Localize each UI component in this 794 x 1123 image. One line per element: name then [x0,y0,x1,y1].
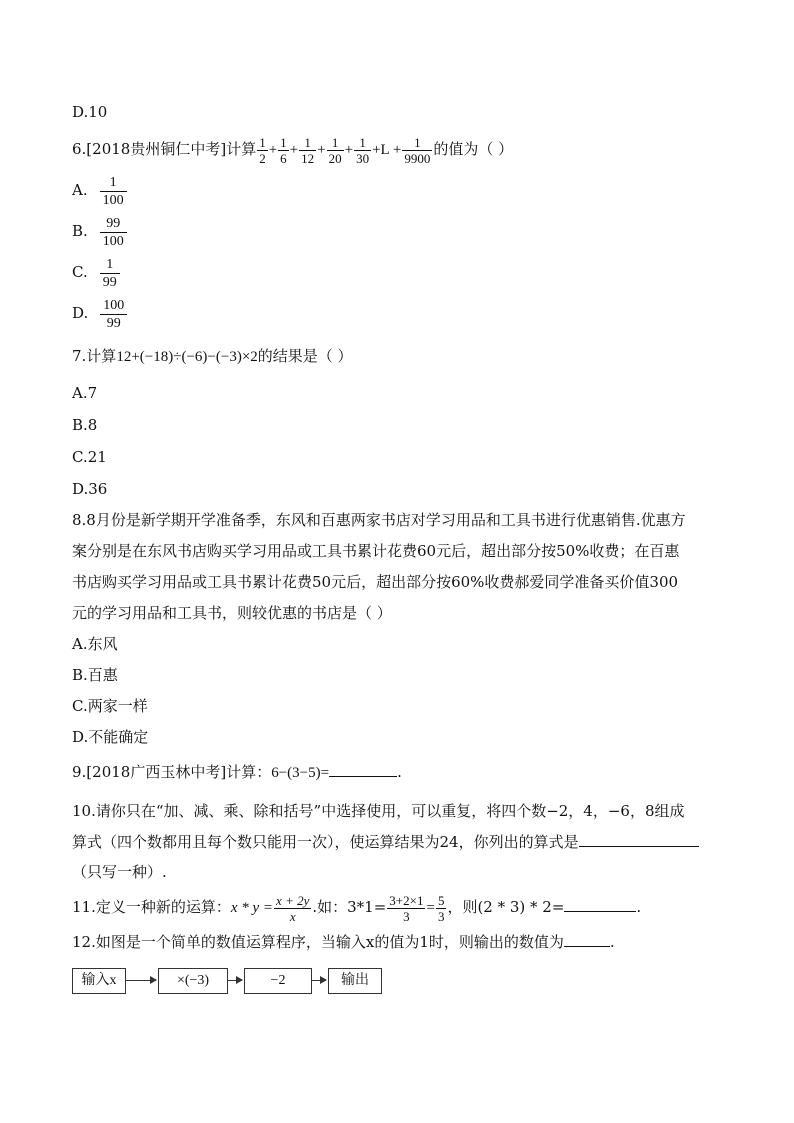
q8-option-d: D.不能确定 [72,728,149,746]
q6-suffix: 的值为（ ） [433,140,514,158]
q8-option-b: B.百惠 [72,666,118,684]
q6-option-b [72,213,127,250]
q11-definition-den: x [289,908,296,924]
q10-answer-blank[interactable] [579,832,699,847]
q6-option-d-num: 100 [100,297,127,315]
q9-stem [72,762,402,783]
q6-term-2 [278,135,289,166]
q11-definition-num: x + 2y [276,892,310,908]
q11-example-fraction [387,893,425,924]
q6-option-c-letter: C. [72,263,88,281]
q6-term-4-num: 1 [327,135,344,151]
q6-term-last-num: 1 [402,135,432,151]
q11-result-den: 3 [437,908,445,924]
q11-result-fraction [436,893,447,924]
q7-stem [72,346,353,367]
q7-option-c: C.21 [72,448,107,466]
q12-answer-blank[interactable] [564,932,610,947]
q10-line-3: （只写一种）. [72,863,167,881]
q7-option-d: D.36 [72,480,108,498]
q11-definition-fraction [274,893,311,924]
q11-example: .如：3*1= [312,898,387,916]
q11-example-num: 3+2×1 [389,892,424,908]
q6-option-d [72,295,127,332]
q6-option-c [72,254,120,291]
flow-multiply-box: ×(−3) [158,968,228,994]
q6-stem: 6.[2018贵州铜仁中考]计算 $\frac{1}{2}$ + $\frac{1}{6}$ + $\frac{1}{12}$ + $\frac{1}{20}$ + $\frac{1}{30}$ +L + $\frac{1}{9900}$ 的值为（ ） [72,134,514,166]
q9-answer-blank[interactable] [329,762,397,777]
flow-subtract-box: −2 [244,968,312,994]
q8-line-2: 案分别是在东风书店购买学习用品或工具书累计花费60元后，超出部分按50%收费；在百惠 [72,542,680,560]
q12-suffix: . [609,933,615,951]
q8-line-4: 元的学习用品和工具书，则较优惠的书店是（ ） [72,604,392,622]
q6-option-d-den: 99 [106,315,121,331]
q9-expression: 6−(3−5)= [271,765,330,781]
q6-term-3-num: 1 [299,135,316,151]
q11-stem [72,890,641,925]
q9-suffix: . [397,763,402,781]
q6-term-3-den: 12 [301,150,315,166]
q8-line-3: 书店购买学习用品或工具书累计花费50元后，超出部分按60%收费郝爱同学准备买价值300 [72,573,679,591]
q6-term-5-num: 1 [354,135,371,151]
q9-prefix: 9.[2018广西玉林中考]计算： [72,763,272,781]
q6-term-5 [354,135,371,166]
flow-input-box: 输入x [72,968,126,994]
q6-term-last [402,135,432,166]
q8-option-c: C.两家一样 [72,697,148,715]
q10-line-2 [72,832,699,852]
q12-text: 12.如图是一个简单的数值运算程序，当输入x的值为1时，则输出的数值为 [72,933,564,951]
q6-term-1-num: 1 [259,134,266,150]
q11-prefix: 11.定义一种新的运算： [72,898,231,916]
q7-option-a: A.7 [72,384,98,402]
q6-term-3 [299,135,316,166]
q6-option-c-num: 1 [100,256,120,274]
q11-equals: = [426,900,435,916]
q6-term-1 [257,135,268,166]
q8-line-1: 8.8月份是新学期开学准备季，东风和百惠两家书店对学习用品和工具书进行优惠销售.优惠方 [72,511,686,529]
flow-arrow-2 [228,980,242,981]
q5-option-d: D.10 [72,103,108,121]
q10-line-1: 10.请你只在“加、减、乘、除和括号”中选择使用，可以重复，将四个数−2，4，−6，8组成 [72,802,685,820]
q11-ask: ，则(2 * 3) * 2= [447,898,565,916]
q6-option-b-num: 99 [100,215,127,233]
q6-option-a-den: 100 [102,192,124,208]
q6-term-2-den: 6 [280,150,287,166]
flow-arrow-1 [126,980,156,981]
q10-line-2-text: 算式（四个数都用且每个数只能用一次），使运算结果为24，你列出的算式是 [72,833,579,851]
q6-term-last-den: 9900 [404,150,431,166]
q11-example-den: 3 [403,908,410,924]
q11-suffix: . [636,898,642,916]
q11-result-num: 5 [437,892,445,908]
q7-prefix: 7.计算 [72,347,117,365]
q12-stem [72,932,615,952]
q6-option-b-den: 100 [102,233,124,249]
q7-expression: 12+(−18)÷(−6)−(−3)×2 [116,349,258,365]
q6-term-5-den: 30 [356,150,370,166]
flow-output-box: 输出 [328,968,382,994]
q6-ellipsis: +L + [372,142,402,158]
q6-term-4-den: 20 [328,150,342,166]
q6-prefix: 6.[2018贵州铜仁中考]计算 [72,140,257,158]
q6-option-a-letter: A. [72,181,88,199]
q6-option-c-den: 99 [102,274,117,290]
q11-definition-lhs: x * y = [230,900,274,916]
q11-answer-blank[interactable] [564,897,636,912]
q6-term-4 [327,135,344,166]
q6-option-b-letter: B. [72,222,88,240]
q7-option-b: B.8 [72,416,98,434]
q8-option-a: A.东风 [72,635,118,653]
q6-term-1-den: 2 [259,150,266,166]
flow-arrow-3 [312,980,326,981]
q6-option-a-num: 1 [100,174,127,192]
q6-option-d-letter: D. [72,304,89,322]
q6-term-2-num: 1 [280,134,287,150]
q6-option-a [72,172,127,209]
q7-suffix: 的结果是（ ） [257,347,353,365]
